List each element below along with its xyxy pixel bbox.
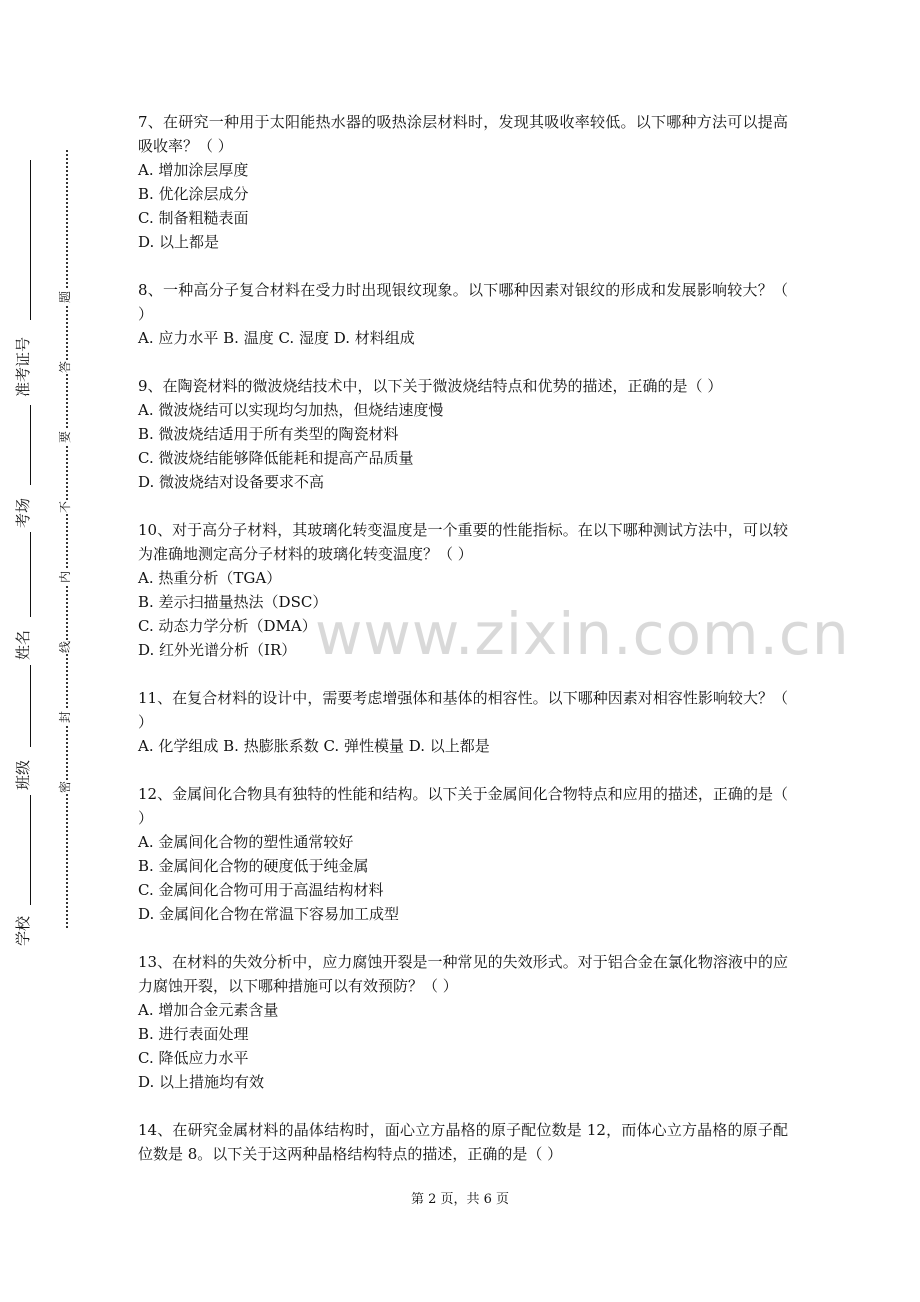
question-text: 10、对于高分子材料，其玻璃化转变温度是一个重要的性能指标。在以下哪种测试方法中，可以较为准确地测定高分子材料的玻璃化转变温度？（ ） [138,521,788,563]
seal-char: 封 [58,711,72,724]
option-d: D. 红外光谱分析（IR） [138,641,297,659]
option-a: A. 增加涂层厚度 [138,161,249,179]
label-exam-room: 考场 [14,497,32,528]
name-underline [30,532,31,617]
option-b: B. 微波烧结适用于所有类型的陶瓷材料 [138,425,399,443]
seal-char: 密 [58,781,72,794]
question-9 [138,374,788,494]
exam-number-underline [30,160,31,320]
seal-char: 题 [58,291,72,304]
label-class: 班级 [14,759,32,790]
option-a: A. 金属间化合物的塑性通常较好 [138,833,354,851]
option-c: C. 微波烧结能够降低能耗和提高产品质量 [138,449,414,467]
option-b: B. 金属间化合物的硬度低于纯金属 [138,857,369,875]
seal-char: 线 [58,641,72,654]
question-14 [138,1118,788,1166]
option-d: D. 微波烧结对设备要求不高 [138,473,325,491]
exam-room-underline [30,405,31,485]
watermark: www.zixin.com.cn [315,600,850,668]
question-12 [138,782,788,926]
option-a: A. 增加合金元素含量 [138,1001,279,1019]
option-c: C. 制备粗糙表面 [138,209,249,227]
question-text: 11、在复合材料的设计中，需要考虑增强体和基体的相容性。以下哪种因素对相容性影响较大？（ ） [138,689,788,731]
seal-dotted-line [66,150,68,928]
question-8 [138,278,788,350]
question-text: 9、在陶瓷材料的微波烧结技术中，以下关于微波烧结特点和优势的描述，正确的是（ ） [138,377,723,395]
seal-char: 要 [58,431,72,444]
option-d: D. 以上都是 [138,233,220,251]
seal-char: 内 [58,571,72,584]
option-d: D. 金属间化合物在常温下容易加工成型 [138,905,400,923]
seal-char: 不 [58,501,72,514]
option-b: B. 差示扫描量热法（DSC） [138,593,328,611]
label-name: 姓名 [14,629,32,660]
option-b: B. 优化涂层成分 [138,185,249,203]
label-exam-number: 准考证号 [14,336,32,397]
option-line: A. 应力水平 B. 温度 C. 湿度 D. 材料组成 [138,329,415,347]
option-d: D. 以上措施均有效 [138,1073,265,1091]
question-13 [138,950,788,1094]
question-text: 12、金属间化合物具有独特的性能和结构。以下关于金属间化合物特点和应用的描述，正确的是（ ） [138,785,788,827]
option-c: C. 金属间化合物可用于高温结构材料 [138,881,384,899]
question-text: 13、在材料的失效分析中，应力腐蚀开裂是一种常见的失效形式。对于铝合金在氯化物溶液中的应力腐蚀开裂，以下哪种措施可以有效预防？（ ） [138,953,788,995]
seal-char: 答 [58,361,72,374]
class-underline [30,665,31,747]
school-underline [30,795,31,905]
label-school: 学校 [14,915,32,946]
question-list [138,110,788,1190]
question-text: 7、在研究一种用于太阳能热水器的吸热涂层材料时，发现其吸收率较低。以下哪种方法可以提高吸收率？（ ） [138,113,788,155]
question-text: 8、一种高分子复合材料在受力时出现银纹现象。以下哪种因素对银纹的形成和发展影响较大？（ ） [138,281,788,323]
question-7 [138,110,788,254]
question-11 [138,686,788,758]
option-a: A. 微波烧结可以实现均匀加热，但烧结速度慢 [138,401,444,419]
option-a: A. 热重分析（TGA） [138,569,282,587]
question-text: 14、在研究金属材料的晶体结构时，面心立方晶格的原子配位数是 12，而体心立方晶格的原子配位数是 8。以下关于这两种晶格结构特点的描述，正确的是（ ） [138,1121,788,1163]
option-line: A. 化学组成 B. 热膨胀系数 C. 弹性模量 D. 以上都是 [138,737,490,755]
option-c: C. 动态力学分析（DMA） [138,617,317,635]
option-c: C. 降低应力水平 [138,1049,249,1067]
option-b: B. 进行表面处理 [138,1025,249,1043]
question-10 [138,518,788,662]
page-footer: 第 2 页，共 6 页 [410,1192,510,1207]
